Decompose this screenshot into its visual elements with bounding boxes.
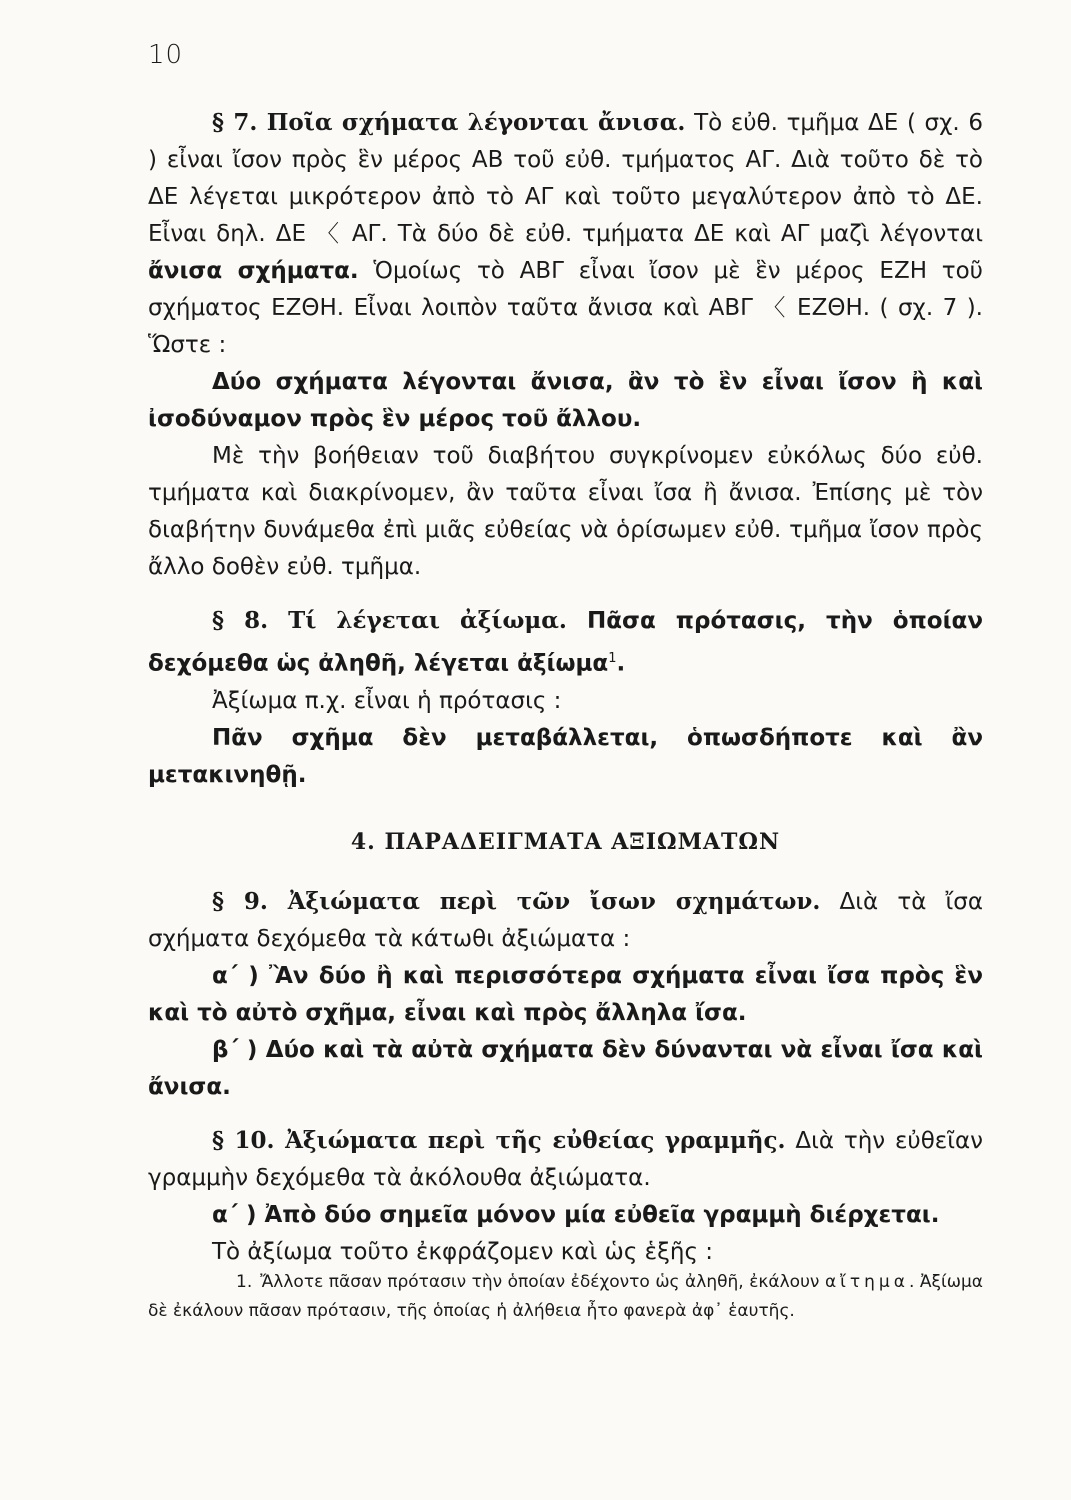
footnote-ref[interactable]: 1 (608, 651, 617, 666)
footnote-text-a: Ἄλλοτε πᾶσαν πρότασιν τὴν ὁποίαν ἐδέχοντο ὡς ἀληθῆ, ἐκάλουν (260, 1272, 825, 1292)
section-4-title: 4. ΠΑΡΑΔΕΙΓΜΑΤΑ ΑΞΙΩΜΑΤΩΝ (350, 828, 781, 855)
axiom-definition-tail: . (616, 650, 626, 677)
axiom-definition: Πᾶσα πρότασις, τὴν ὁποίαν δεχόμεθα ὡς ἀληθῆ, λέγεται ἀξίωμα (148, 608, 983, 677)
paragraph-10-text: Διὰ τὴν εὐθεῖαν γραμμὴν δεχόμεθα τὰ ἀκόλουθα ἀξιώματα. (148, 1127, 984, 1191)
page-content (148, 104, 983, 1271)
footnote (148, 1268, 983, 1326)
example-axiom: Πᾶν σχῆμα δὲν μεταβάλλεται, ὁπωσδήποτε καὶ ἂν μετακινηθῇ. (148, 724, 983, 788)
paragraph-9 (148, 883, 983, 958)
section-7-heading: § 7. Ποῖα σχήματα λέγονται ἄνισα. (212, 109, 686, 136)
paragraph-compass: Μὲ τὴν βοήθειαν τοῦ διαβήτου συγκρίνομεν εὐκόλως δύο εὐθ. τμήματα καὶ διακρίνομεν, ἂν ταῦτα εἶναι ἴσα ἢ ἄνισα. Ἐπίσης μὲ τὸν διαβήτην δυνάμεθα ἐπὶ μιᾶς εὐθείας νὰ ὁρίσωμεν εὐθ. τμῆμα ἴσον πρὸς ἄλλο δοθὲν εὐθ. τμῆμα. (148, 443, 983, 580)
paragraph-7-text-b: Ὁμοίως τὸ ΑΒΓ εἶναι ἴσον μὲ ἓν μέρος ΕΖΗ τοῦ σχήματος ΕΖΘΗ. Εἶναι λοιπὸν ταῦτα ἄνισα καὶ ΑΒΓ 〈 ΕΖΘΗ. ( σχ. 7 ). Ὥστε : (148, 258, 983, 358)
section-9-heading: § 9. Ἀξιώματα περὶ τῶν ἴσων σχημάτων. (212, 887, 821, 915)
example-intro: Ἀξίωμα π.χ. εἶναι ἡ πρότασις : (212, 687, 562, 714)
paragraph-8 (148, 602, 983, 683)
footnote-number: 1. (236, 1272, 253, 1292)
footnote-spaced-word: αἴτημα (824, 1272, 909, 1292)
page-number: 10 (148, 40, 184, 70)
paragraph-7-text-a: Τὸ εὐθ. τμῆμα ΔΕ ( σχ. 6 ) εἶναι ἴσον πρὸς ἓν μέρος ΑΒ τοῦ εὐθ. τμήματος ΑΓ. Διὰ τοῦτο δὲ τὸ ΔΕ λέγεται μικρότερον ἀπὸ τὸ ΑΓ καὶ τοῦτο μεγαλύτερον ἀπὸ τὸ ΔΕ. Εἶναι δηλ. ΔΕ 〈 ΑΓ. Τὰ δύο δὲ εὐθ. τμήματα ΔΕ καὶ ΑΓ μαζὶ λέγονται (148, 110, 983, 247)
definition-unequal: Δύο σχήματα λέγονται ἄνισα, ἂν τὸ ἓν εἶναι ἴσον ἢ καὶ ἰσοδύναμον πρὸς ἓν μέρος τοῦ ἄλλου. (148, 369, 983, 432)
spacer (148, 586, 983, 602)
paragraph-9-text: Διὰ τὰ ἴσα σχήματα δεχόμεθα τὰ κάτωθι ἀξιώματα : (148, 888, 983, 952)
axiom-10a: α΄ ) Ἀπὸ δύο σημεῖα μόνον μία εὐθεῖα γραμμὴ διέρχεται. (212, 1201, 940, 1228)
section-10-heading: § 10. Ἀξιώματα περὶ τῆς εὐθείας γραμμῆς. (212, 1126, 786, 1154)
paragraph-7 (148, 104, 983, 364)
spacer (148, 1106, 983, 1122)
section-8-heading: § 8. Τί λέγεται ἀξίωμα. (212, 607, 567, 634)
footnote-text-b: . Ἀξίωμα δὲ ἐκάλουν πᾶσαν πρότασιν, τῆς ὁποίας ἡ ἀλήθεια ἦτο φανερὰ ἀφ᾿ ἑαυτῆς. (148, 1272, 983, 1321)
paragraph-10-closing: Τὸ ἀξίωμα τοῦτο ἐκφράζομεν καὶ ὡς ἑξῆς : (212, 1238, 714, 1265)
axiom-9b: β΄ ) Δύο καὶ τὰ αὐτὰ σχήματα δὲν δύνανται νὰ εἶναι ἴσα καὶ ἄνισα. (148, 1036, 983, 1100)
term-unequal-shapes: ἄνισα σχήματα. (148, 258, 359, 284)
axiom-9a: α΄ ) Ἂν δύο ἢ καὶ περισσότερα σχήματα εἶναι ἴσα πρὸς ἓν καὶ τὸ αὐτὸ σχῆμα, εἶναι καὶ πρὸς ἄλληλα ἴσα. (148, 962, 983, 1026)
paragraph-10 (148, 1122, 983, 1197)
